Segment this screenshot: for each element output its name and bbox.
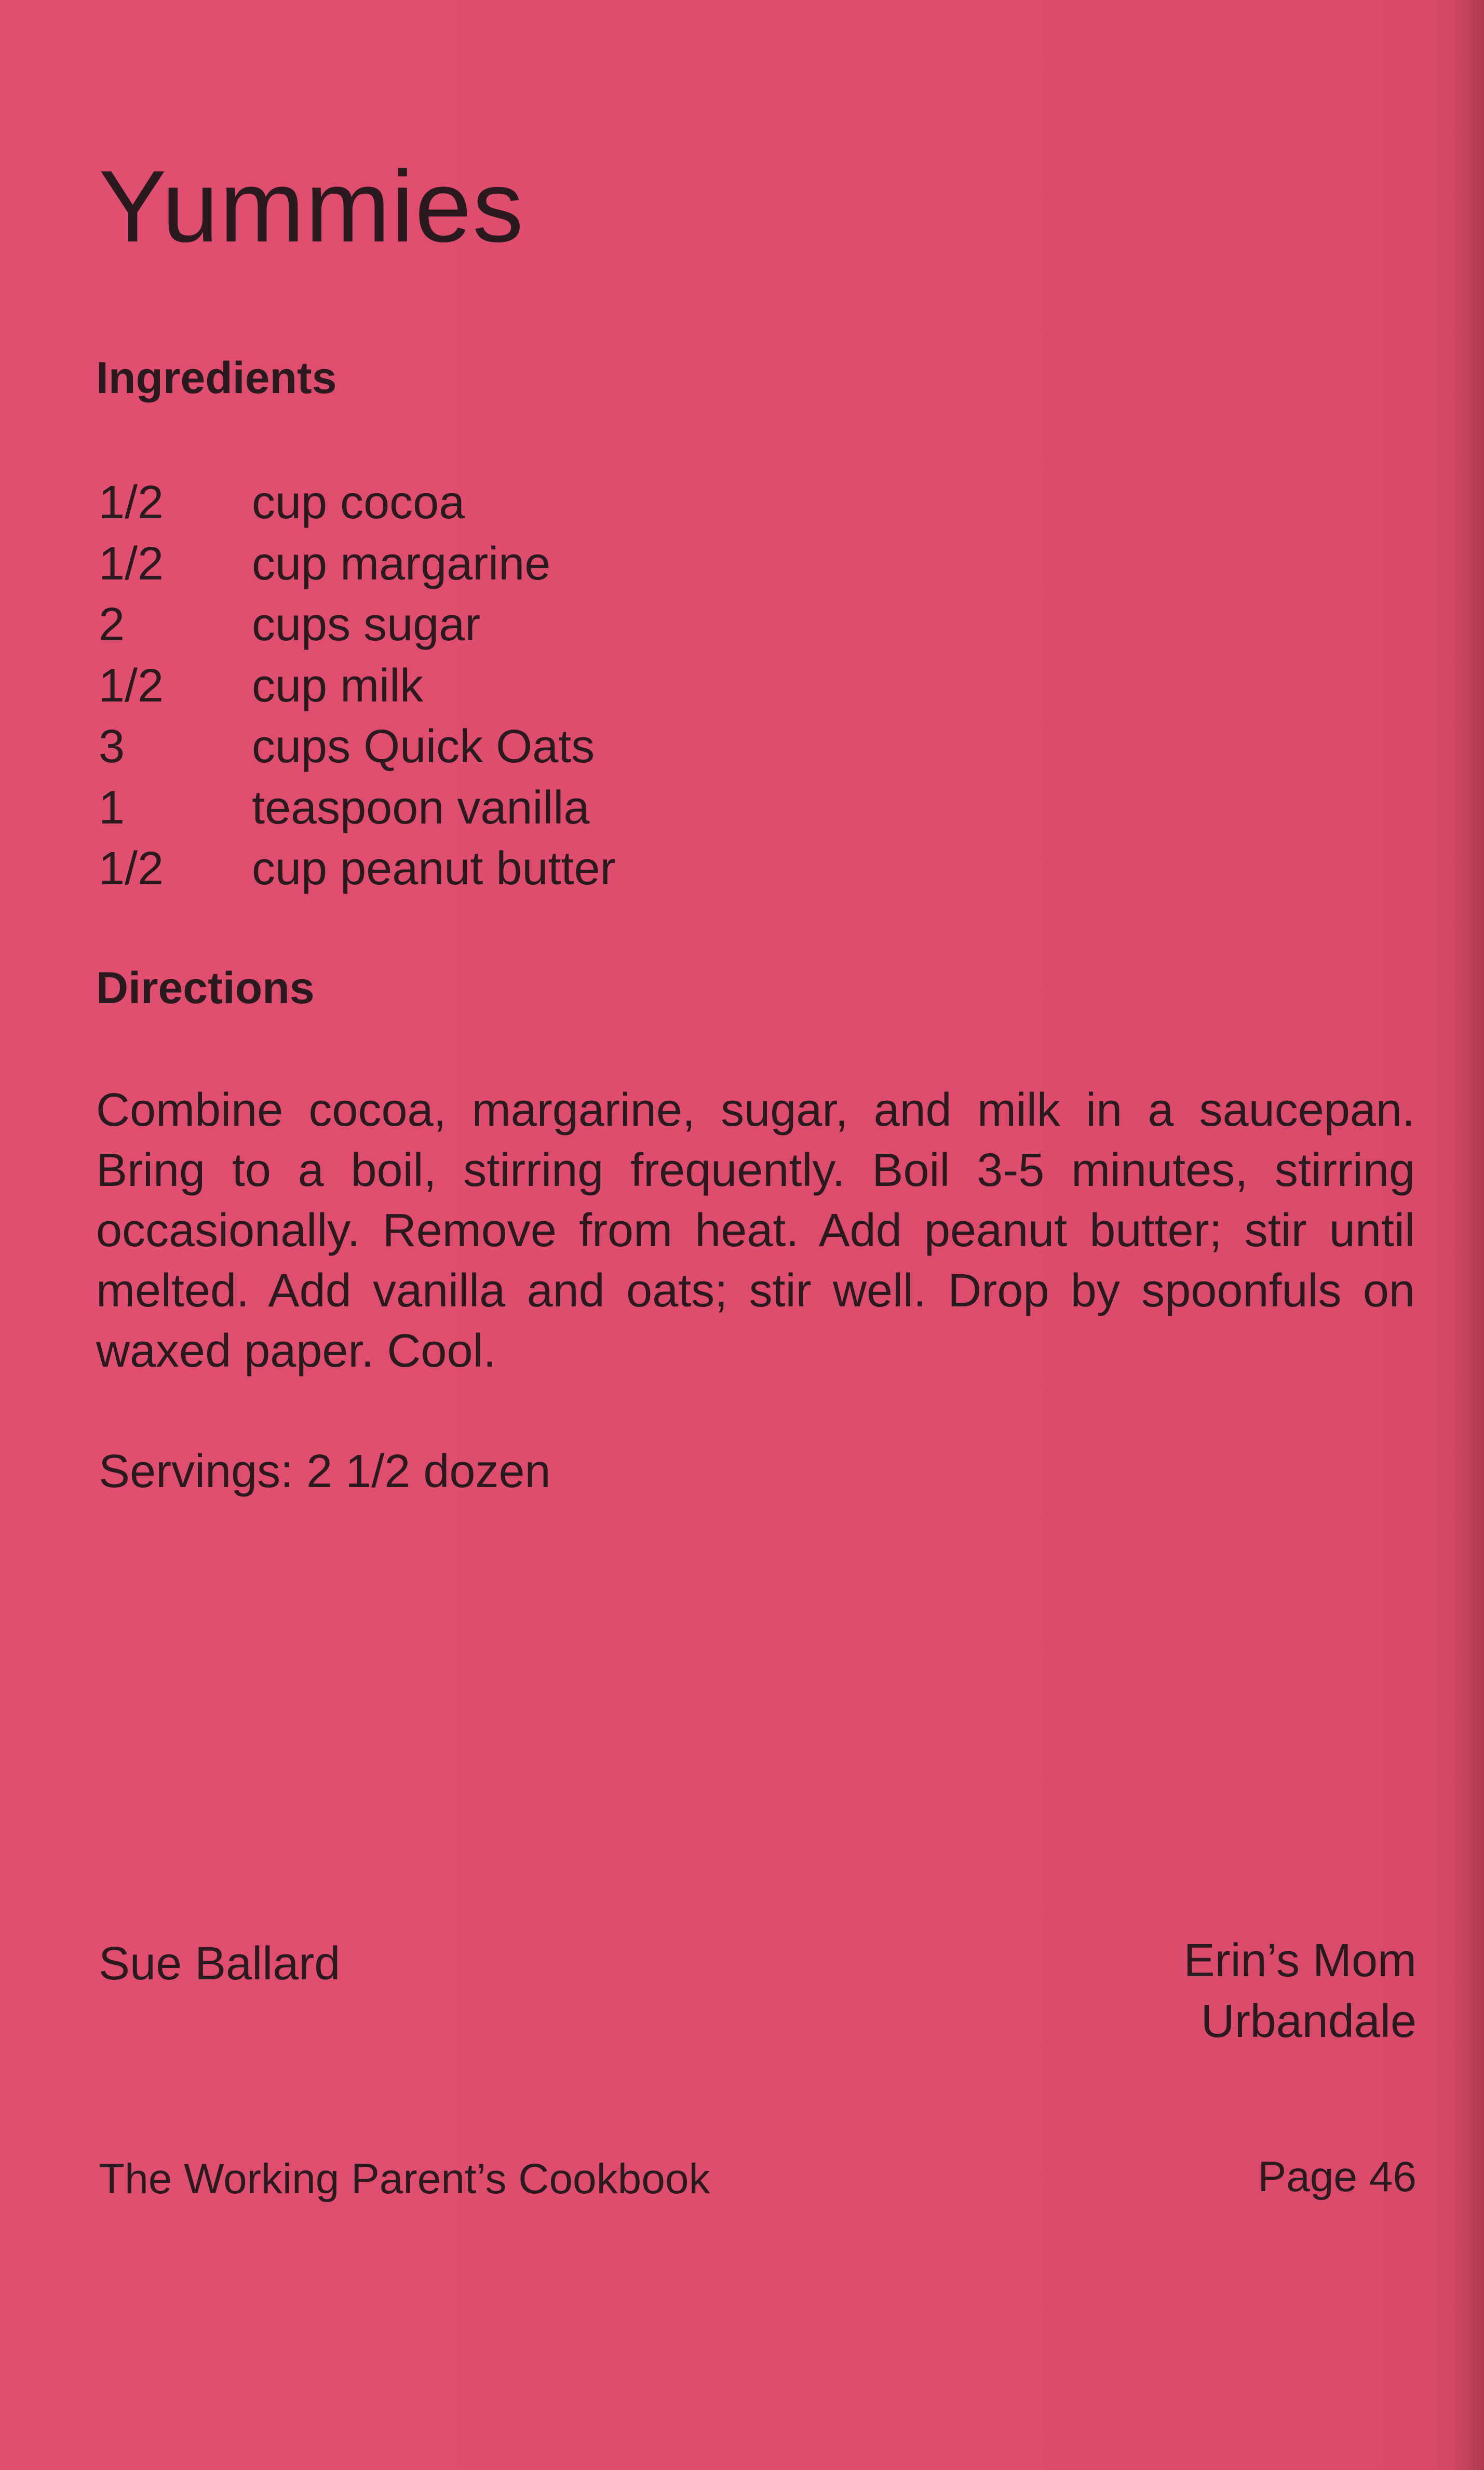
page-edge-shadow — [1453, 0, 1484, 2470]
directions-heading: Directions — [96, 963, 315, 1013]
ingredient-quantity: 1/2 — [99, 843, 164, 895]
ingredient-row — [99, 839, 878, 900]
ingredient-item: cup cocoa — [252, 477, 465, 529]
ingredient-item: cup peanut butter — [252, 843, 616, 895]
ingredient-item: cups Quick Oats — [252, 721, 595, 773]
contributor-name: Sue Ballard — [99, 1938, 341, 1990]
ingredient-item: cup margarine — [252, 537, 551, 590]
ingredient-quantity: 3 — [99, 721, 125, 773]
contributor-location: Urbandale — [1200, 1995, 1416, 2047]
ingredient-row — [99, 778, 878, 839]
ingredients-heading: Ingredients — [96, 353, 337, 403]
recipe-title: Yummies — [99, 150, 525, 263]
contributor-relation: Erin’s Mom — [1183, 1935, 1416, 1987]
ingredient-list — [99, 473, 878, 900]
directions-text: Combine cocoa, margarine, sugar, and milk in a saucepan. Bring to a boil, stirring frequently. Boil 3-5 minutes, stirring occasionally. Remove from heat. Add peanut butter; stir until melted. Add vanilla and oats; stir well. Drop by spoonfuls on waxed paper. Cool. — [96, 1084, 1415, 1377]
ingredient-quantity: 1/2 — [99, 659, 164, 712]
book-title: The Working Parent’s Cookbook — [99, 2155, 710, 2203]
ingredient-row — [99, 717, 878, 778]
contributor-info — [1184, 1931, 1416, 2052]
ingredient-item: cup milk — [252, 659, 424, 712]
ingredient-row — [99, 656, 878, 717]
ingredient-row — [99, 595, 878, 656]
ingredient-quantity: 1 — [99, 781, 125, 834]
ingredient-row — [99, 473, 878, 534]
ingredient-item: cups sugar — [252, 599, 481, 651]
servings-text: Servings: 2 1/2 dozen — [99, 1446, 551, 1497]
ingredient-quantity: 2 — [99, 599, 125, 651]
ingredient-item: teaspoon vanilla — [252, 781, 590, 834]
page-number: Page 46 — [1258, 2153, 1416, 2201]
ingredient-quantity: 1/2 — [99, 477, 164, 529]
ingredient-row — [99, 534, 878, 595]
ingredient-quantity: 1/2 — [99, 537, 164, 590]
